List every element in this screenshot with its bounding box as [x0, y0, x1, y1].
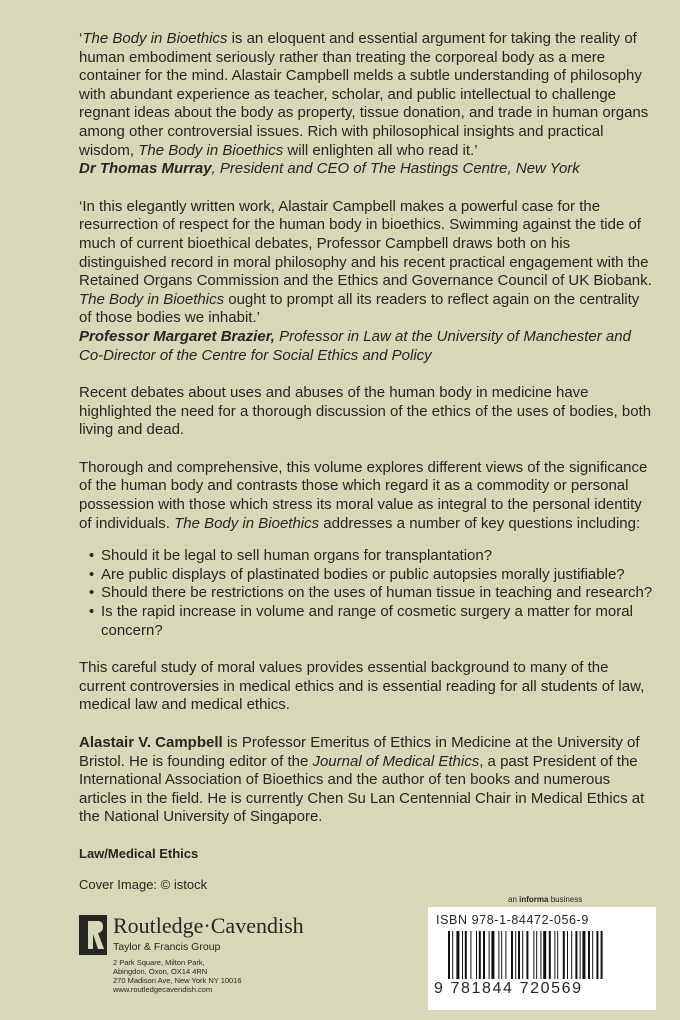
barcode-bar: [479, 931, 481, 979]
list-item: • Are public displays of plastinated bodies or public autopsies morally justifiable?: [89, 566, 654, 585]
isbn-barcode: [428, 907, 656, 1010]
informa-tagline: an informa business: [508, 895, 583, 904]
list-item: • Is the rapid increase in volume and range of cosmetic surgery a matter for moral concern?: [89, 603, 654, 640]
cover-image-credit: Cover Image: © istock: [79, 877, 208, 892]
blurb-brazier: [79, 198, 654, 365]
blurb-attribution: Professor Margaret Brazier, Professor in Law at the University of Manchester and Co-Director of the Centre for Social Ethics and Policy: [79, 327, 631, 364]
barcode-bar: [501, 931, 502, 979]
intro-paragraph: Recent debates about uses and abuses of the human body in medicine have highlighted the need for a thorough discussion of the ethics of the uses of bodies, both living and dead.: [79, 384, 652, 439]
list-item: • Should it be legal to sell human organs for transplantation?: [89, 547, 654, 566]
careful-study-paragraph: This careful study of moral values provides essential background to many of the current controversies in medical ethics and is essential reading for all students of law, medical law and medical ethics.: [79, 659, 645, 714]
author-bio: Alastair V. Campbell is Professor Emeritus of Ethics in Medicine at the University of Bristol. He is founding editor of the Journal of Medical Ethics, a past President of the International Association of Bioethics and the author of ten books and numerous articles in the field. He is currently Chen Su Lan Centennial Chair in Medical Ethics at the National University of Singapore.: [79, 734, 645, 826]
barcode-bars: [448, 931, 648, 979]
barcode-bar: [543, 931, 546, 979]
barcode-bar: [563, 931, 565, 979]
publisher-name: Routledge·Cavendish: [113, 913, 304, 938]
barcode-bar: [592, 931, 593, 979]
barcode-bar: [567, 931, 568, 979]
barcode-bar: [470, 931, 471, 979]
barcode-bar: [596, 931, 598, 979]
barcode-bar: [571, 931, 572, 979]
barcode-bar: [491, 931, 494, 979]
barcode-bar: [540, 931, 541, 979]
blurb-attribution: Dr Thomas Murray, President and CEO of The Hastings Centre, New York: [79, 160, 580, 178]
barcode-bar: [465, 931, 467, 979]
barcode-bar: [580, 931, 581, 979]
barcode-bar: [582, 931, 585, 979]
barcode-bar: [533, 931, 534, 979]
barcode-bar: [476, 931, 477, 979]
barcode-bar: [536, 931, 537, 979]
barcode-bar: [549, 931, 551, 979]
blurb-murray: [79, 30, 654, 179]
barcode-bar: [448, 931, 450, 979]
barcode-bar: [575, 931, 577, 979]
barcode-bar: [554, 931, 555, 979]
volume-paragraph: Thorough and comprehensive, this volume explores different views of the significance of the human body and contrasts those which regard it as a commodity or personal possession with those which stress its moral value as integral to the personal identity of individuals. The Body in Bioethics addresses a number of key questions including:: [79, 458, 648, 532]
routledge-mark-icon: [79, 915, 107, 955]
barcode-bar: [522, 931, 523, 979]
barcode-digits: 9 781844 720569: [434, 980, 583, 997]
barcode-bar: [498, 931, 499, 979]
barcode-bar: [588, 931, 590, 979]
barcode-bar: [483, 931, 485, 979]
publisher-group: Taylor & Francis Group: [113, 941, 221, 953]
blurb-text: ‘The Body in Bioethics is an eloquent and essential argument for taking the reality of human embodiment seriously rather than treating the corporeal body as a mere container for the mind. Alastair Campbell melds a subtle understanding of philosophy with abundant experience as teacher, scholar, and public intellectual to challenge regnant ideas about the body as property, tissue donation, and trade in human organs among other controversial issues. Rich with philosophical insights and practical wisdom, The Body in Bioethics will enlighten all who read it.’: [79, 30, 649, 159]
barcode-bar: [452, 931, 453, 979]
back-cover-text: [79, 30, 654, 846]
barcode-bar: [505, 931, 506, 979]
barcode-bar: [515, 931, 516, 979]
barcode-bar: [557, 931, 558, 979]
barcode-bar: [462, 931, 463, 979]
barcode-bar: [489, 931, 490, 979]
barcode-bar: [601, 931, 603, 979]
key-questions-list: [79, 547, 654, 640]
blurb-text: ‘In this elegantly written work, Alastair Campbell makes a powerful case for the resurrection of respect for the human body in bioethics. Swimming against the tide of much of current bioethical debates, Professor Campbell draws both on his distinguished record in moral philosophy and his recent practical engagement with the Retained Organs Commission and the Ethics and Governance Council of UK Biobank. The Body in Bioethics ought to prompt all its readers to reflect again on the centrality of those bodies we inhabit.’: [79, 197, 652, 327]
barcode-bar: [511, 931, 513, 979]
publisher-address: 2 Park Square, Milton Park, Abingdon, Oxon, OX14 4RN 270 Madison Ave, New York NY 10016 www.routledgecavendish.com: [113, 958, 242, 994]
barcode-bar: [456, 931, 459, 979]
barcode-bar: [518, 931, 520, 979]
barcode-bar: [526, 931, 528, 979]
list-item: • Should there be restrictions on the uses of human tissue in teaching and research?: [89, 584, 654, 603]
subject-category: Law/Medical Ethics: [79, 846, 199, 861]
isbn-number: ISBN 978-1-84472-056-9: [436, 913, 589, 927]
